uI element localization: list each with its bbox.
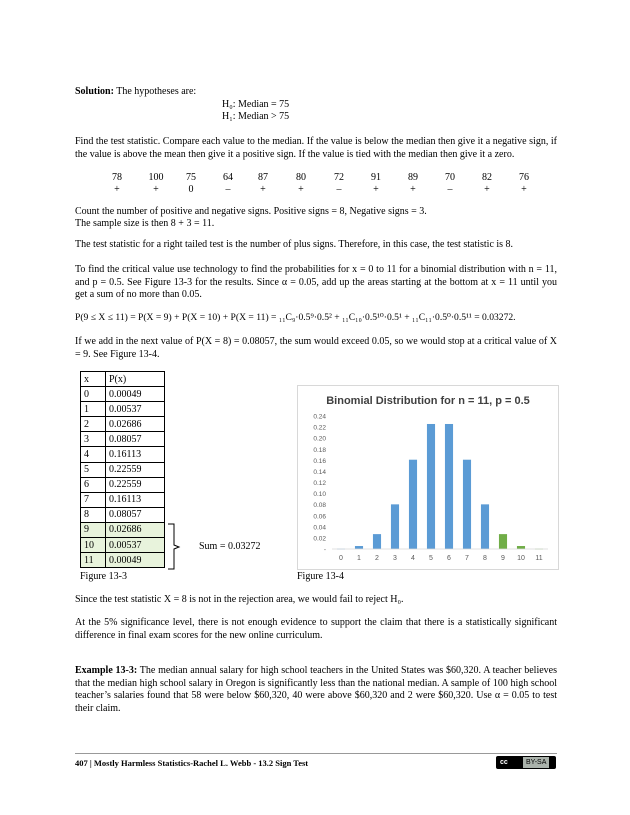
x-cell: 6 (81, 477, 106, 492)
y-tick-label: 0.22 (313, 424, 326, 432)
x-tick-label: 0 (339, 555, 343, 562)
bar-1 (355, 546, 363, 549)
y-tick-label: 0.12 (313, 480, 326, 487)
px-cell: 0.08057 (106, 432, 165, 447)
px-cell: 0.02686 (106, 417, 165, 432)
y-tick-label: 0.20 (313, 435, 326, 443)
license-label: BY-SA (523, 757, 549, 768)
value-cell: 80 (296, 172, 306, 183)
table-row (81, 553, 165, 568)
table-header (81, 372, 165, 387)
solution-intro-text: The hypotheses are: (116, 86, 197, 97)
bar-6 (445, 424, 453, 549)
y-tick-label: 0.16 (313, 457, 326, 465)
x-tick-label: 9 (501, 555, 505, 562)
table-row (81, 477, 165, 492)
bar-8 (481, 504, 489, 549)
y-tick-label: 0.06 (313, 513, 326, 521)
count-line-1: Count the number of positive and negative signs. Positive signs = 8, Negative signs = 3. (75, 206, 427, 217)
sign-cell: + (521, 184, 527, 195)
x-cell: 2 (81, 417, 106, 432)
header-cell: x (81, 372, 106, 387)
sign-cell: + (153, 184, 159, 195)
sign-cell: + (114, 184, 120, 195)
sign-cell: + (260, 184, 266, 195)
sign-cell: + (484, 184, 490, 195)
x-tick-label: 1 (357, 555, 361, 562)
x-cell: 5 (81, 462, 106, 477)
y-tick-label: 0.08 (313, 502, 326, 510)
y-tick-label: 0.14 (313, 468, 326, 476)
sign-cell: – (447, 184, 453, 195)
px-cell: 0.00537 (106, 538, 165, 553)
sign-cell: + (298, 184, 304, 195)
sign-cell: + (410, 184, 416, 195)
sum-bracket (166, 523, 182, 570)
sign-cell: – (336, 184, 342, 195)
header-cell: P(x) (106, 372, 165, 387)
value-cell: 78 (112, 172, 122, 183)
value-cell: 100 (148, 172, 164, 183)
sign-cell: – (225, 184, 231, 195)
bar-7 (463, 460, 471, 549)
px-cell: 0.22559 (106, 477, 165, 492)
px-cell: 0.16113 (106, 492, 165, 507)
y-tick-label: - (323, 546, 326, 554)
example-text: The median annual salary for high school teachers in the United States was $60,320. A teacher believes that the median high school salary in Oregon is significantly less than the national median. A sample of 100 high school teacher’s salaries found that 58 were below $60,320, 40 were above $60,320 and 2 were $60,320. Use α = 0.05 to test their claim. (75, 665, 557, 714)
conclusion-1: Since the test statistic X = 8 is not in the rejection area, we would fail to reject H₀. (75, 594, 404, 605)
license-badge[interactable] (496, 756, 556, 769)
table-row (81, 432, 165, 447)
px-cell: 0.08057 (106, 507, 165, 522)
y-tick-label: 0.02 (313, 535, 326, 543)
x-cell: 3 (81, 432, 106, 447)
x-tick-label: 2 (375, 555, 379, 562)
x-tick-label: 11 (535, 555, 543, 562)
table-row (81, 522, 165, 537)
conclusion-2: At the 5% significance level, there is not enough evidence to support the claim that there is a statistically significant difference in final exam scores for the new online curriculum. (75, 617, 557, 641)
right-tail-paragraph: The test statistic for a right tailed test is the number of plus signs. Therefore, in this case, the test statistic is 8. (75, 239, 514, 250)
px-cell: 0.22559 (106, 462, 165, 477)
value-cell: 70 (445, 172, 455, 183)
x-tick-label: 10 (517, 555, 525, 562)
table-row (81, 417, 165, 432)
x-tick-label: 4 (411, 555, 415, 562)
y-tick-label: 0.18 (313, 446, 326, 454)
value-cell: 91 (371, 172, 381, 183)
table-row (81, 462, 165, 477)
x-cell: 8 (81, 507, 106, 522)
value-cell: 72 (334, 172, 344, 183)
value-cell: 75 (186, 172, 196, 183)
x-tick-label: 7 (465, 555, 469, 562)
alt-hypothesis: H₁: Median > 75 (222, 111, 290, 122)
y-tick-label: 0.24 (313, 413, 326, 421)
px-cell: 0.00049 (106, 387, 165, 402)
x-cell: 11 (81, 553, 106, 568)
figure-13-3-caption: Figure 13-3 (80, 571, 127, 582)
next-value-paragraph: If we add in the next value of P(X = 8) = 0.08057, the sum would exceed 0.05, so we would stop at a critical value of X = 9. See Figure 13-4. (75, 336, 557, 360)
binomial-chart (297, 385, 559, 570)
signs-row (0, 184, 630, 196)
bar-4 (409, 460, 417, 549)
bar-3 (391, 504, 399, 549)
probability-table (80, 371, 165, 568)
value-cell: 87 (258, 172, 268, 183)
table-row (81, 387, 165, 402)
table-row (81, 507, 165, 522)
probability-equation: P(9 ≤ X ≤ 11) = P(X = 9) + P(X = 10) + P(X = 11) = ₁₁C₉·0.5⁹·0.5² + ₁₁C₁₀·0.5¹⁰·0.5¹ + ₁₁C₁₁·0.5⁰·0.5¹¹ = 0.03272. (75, 312, 516, 323)
bar-2 (373, 534, 381, 549)
value-cell: 89 (408, 172, 418, 183)
sign-cell: 0 (188, 184, 194, 195)
chart-svg (298, 386, 558, 569)
x-tick-label: 8 (483, 555, 487, 562)
table-row (81, 447, 165, 462)
page-footer: 407 | Mostly Harmless Statistics-Rachel L. Webb - 13.2 Sign Test (75, 758, 309, 768)
px-cell: 0.00537 (106, 402, 165, 417)
table-row (81, 402, 165, 417)
bar-10 (517, 546, 525, 549)
footer-divider (75, 753, 557, 754)
x-tick-label: 3 (393, 555, 397, 562)
chart-title: Binomial Distribution for n = 11, p = 0.5 (326, 395, 530, 407)
x-cell: 0 (81, 387, 106, 402)
px-cell: 0.02686 (106, 522, 165, 537)
x-tick-label: 5 (429, 555, 433, 562)
y-tick-label: 0.10 (313, 491, 326, 499)
example-label: Example 13-3: (75, 665, 138, 676)
bar-5 (427, 424, 435, 549)
table-row (81, 538, 165, 553)
null-hypothesis: H₀: Median = 75 (222, 99, 290, 110)
value-cell: 64 (223, 172, 233, 183)
solution-label: Solution: (75, 86, 114, 97)
sum-label: Sum = 0.03272 (199, 541, 261, 552)
x-cell: 1 (81, 402, 106, 417)
test-statistic-paragraph: Find the test statistic. Compare each value to the median. If the value is below the median then give it a negative sign, if the value is above the mean then give it a positive sign. If the value is tied with the median then give it a zero. (75, 136, 557, 160)
figure-13-4-caption: Figure 13-4 (297, 571, 344, 582)
x-cell: 10 (81, 538, 106, 553)
px-cell: 0.16113 (106, 447, 165, 462)
x-cell: 7 (81, 492, 106, 507)
count-line-2: The sample size is then 8 + 3 = 11. (75, 218, 215, 229)
x-cell: 4 (81, 447, 106, 462)
x-tick-label: 6 (447, 555, 451, 562)
sign-cell: + (373, 184, 379, 195)
table-row (81, 492, 165, 507)
x-cell: 9 (81, 522, 106, 537)
critical-value-paragraph: To find the critical value use technology to find the probabilities for x = 0 to 11 for a binomial distribution with n = 11, and p = 0.5. See Figure 13-3 for the results. Since α = 0.05, add up the areas starting at the bottom at x = 11 until you get a sum of no more than 0.05. (75, 264, 557, 300)
example-13-3 (75, 665, 557, 715)
values-row (0, 172, 630, 184)
y-tick-label: 0.04 (313, 524, 326, 532)
bar-9 (499, 534, 507, 549)
px-cell: 0.00049 (106, 553, 165, 568)
solution-intro (75, 86, 557, 99)
cc-logo-icon: cc (500, 759, 508, 766)
value-cell: 76 (519, 172, 529, 183)
value-cell: 82 (482, 172, 492, 183)
